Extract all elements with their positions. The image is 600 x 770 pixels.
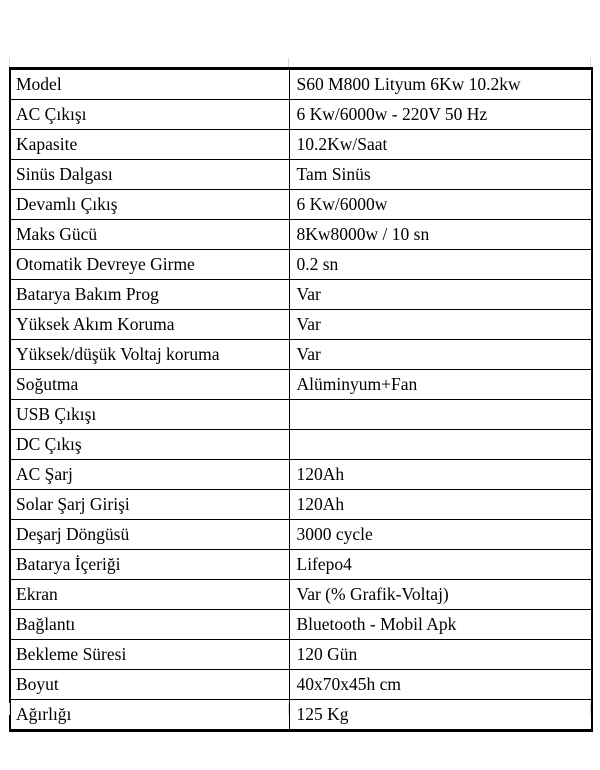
spec-label-cell: Soğutma — [10, 370, 289, 400]
table-row — [10, 220, 592, 250]
table-row — [10, 160, 592, 190]
spec-label-cell: Yüksek Akım Koruma — [10, 310, 289, 340]
table-row — [10, 370, 592, 400]
table-row — [10, 100, 592, 130]
specification-table — [9, 67, 593, 732]
spec-label-cell: Solar Şarj Girişi — [10, 490, 289, 520]
table-row — [10, 130, 592, 160]
spec-value-cell — [289, 400, 592, 430]
spec-label-cell: AC Şarj — [10, 460, 289, 490]
spec-label-cell: Devamlı Çıkış — [10, 190, 289, 220]
spec-value-cell: 120Ah — [289, 460, 592, 490]
spec-value-cell: 10.2Kw/Saat — [289, 130, 592, 160]
spec-label-cell: Sinüs Dalgası — [10, 160, 289, 190]
table-row — [10, 69, 592, 100]
table-row — [10, 580, 592, 610]
spec-value-cell: 3000 cycle — [289, 520, 592, 550]
spec-value-cell: 120 Gün — [289, 640, 592, 670]
crop-mark-bottom-right — [590, 703, 591, 715]
spec-value-cell: 8Kw8000w / 10 sn — [289, 220, 592, 250]
table-row — [10, 670, 592, 700]
spec-value-cell: Alüminyum+Fan — [289, 370, 592, 400]
table-row — [10, 700, 592, 731]
spec-label-cell: Yüksek/düşük Voltaj koruma — [10, 340, 289, 370]
table-row — [10, 280, 592, 310]
spec-value-cell: Tam Sinüs — [289, 160, 592, 190]
spec-value-cell: Var — [289, 340, 592, 370]
spec-value-cell: Var — [289, 280, 592, 310]
spec-value-cell: 6 Kw/6000w - 220V 50 Hz — [289, 100, 592, 130]
table-row — [10, 430, 592, 460]
table-row — [10, 250, 592, 280]
spec-label-cell: Bağlantı — [10, 610, 289, 640]
crop-mark-bottom-left — [9, 703, 10, 715]
crop-mark-bottom-center — [288, 703, 289, 715]
spec-label-cell: Boyut — [10, 670, 289, 700]
spec-label-cell: Batarya İçeriği — [10, 550, 289, 580]
spec-label-cell: AC Çıkışı — [10, 100, 289, 130]
table-row — [10, 520, 592, 550]
spec-label-cell: Ekran — [10, 580, 289, 610]
spec-label-cell: Batarya Bakım Prog — [10, 280, 289, 310]
spec-value-cell: 0.2 sn — [289, 250, 592, 280]
spec-value-cell: 125 Kg — [289, 700, 592, 731]
spec-label-cell: Bekleme Süresi — [10, 640, 289, 670]
table-row — [10, 340, 592, 370]
spec-label-cell: DC Çıkış — [10, 430, 289, 460]
spec-value-cell: 40x70x45h cm — [289, 670, 592, 700]
table-row — [10, 400, 592, 430]
spec-label-cell: USB Çıkışı — [10, 400, 289, 430]
spec-value-cell: 120Ah — [289, 490, 592, 520]
spec-value-cell — [289, 430, 592, 460]
specification-table-container — [9, 67, 591, 732]
spec-value-cell: Lifepo4 — [289, 550, 592, 580]
spec-value-cell: Bluetooth - Mobil Apk — [289, 610, 592, 640]
spec-label-cell: Maks Gücü — [10, 220, 289, 250]
table-row — [10, 460, 592, 490]
spec-value-cell: Var (% Grafik-Voltaj) — [289, 580, 592, 610]
specification-table-body — [10, 69, 592, 731]
spec-label-cell: Kapasite — [10, 130, 289, 160]
spec-label-cell: Otomatik Devreye Girme — [10, 250, 289, 280]
table-row — [10, 550, 592, 580]
table-row — [10, 490, 592, 520]
spec-label-cell: Deşarj Döngüsü — [10, 520, 289, 550]
table-row — [10, 190, 592, 220]
spec-label-cell: Ağırlığı — [10, 700, 289, 731]
spec-value-cell: 6 Kw/6000w — [289, 190, 592, 220]
spec-value-cell: S60 M800 Lityum 6Kw 10.2kw — [289, 69, 592, 100]
table-row — [10, 640, 592, 670]
spec-label-cell: Model — [10, 69, 289, 100]
spec-value-cell: Var — [289, 310, 592, 340]
table-row — [10, 610, 592, 640]
table-row — [10, 310, 592, 340]
